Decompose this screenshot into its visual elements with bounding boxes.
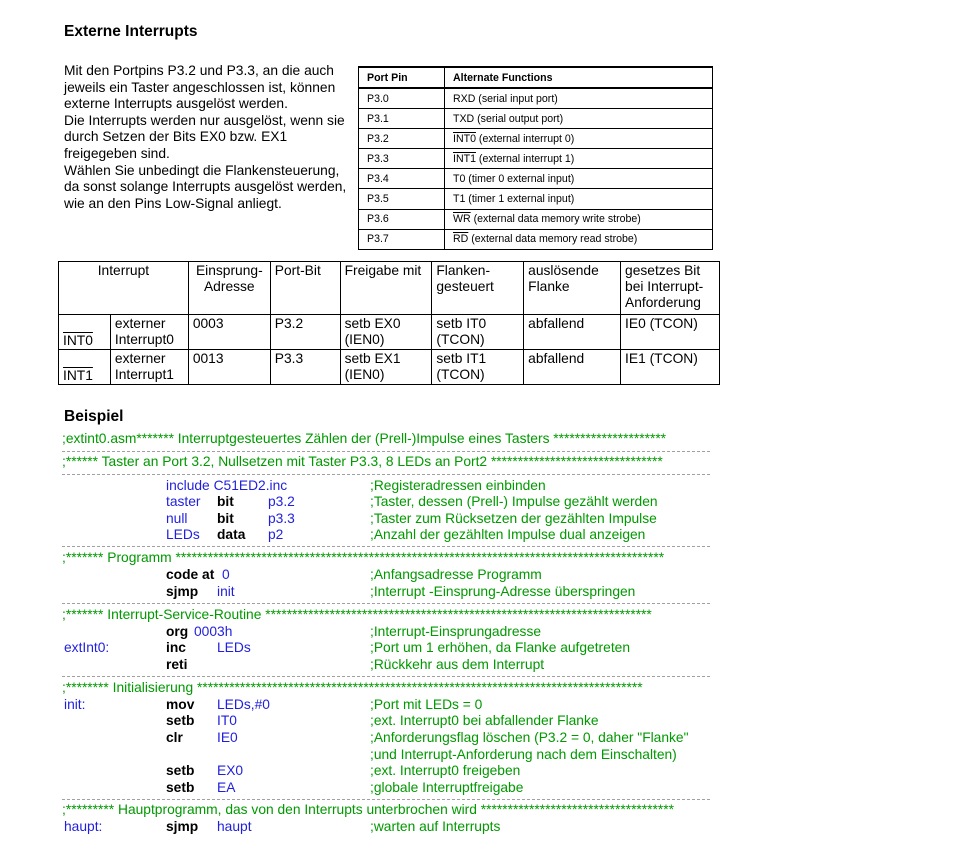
flag-cell: IE0 (TCON) [621, 315, 720, 350]
flank-cell: abfallend [524, 350, 621, 385]
code-keyword: reti [166, 657, 188, 672]
code-label: null [166, 511, 188, 526]
table-row [59, 350, 720, 385]
port-pin-table [358, 66, 713, 250]
intro-paragraph: Die Interrupts werden nur ausgelöst, wenn sie durch Setzen der Bits EX0 bzw. EX1 freigegeben sind. [64, 112, 345, 161]
divider [62, 451, 710, 452]
code-operand: 0003h [194, 624, 233, 639]
signal-name: INT0 [453, 132, 476, 145]
pin-cell: P3.2 [359, 129, 445, 149]
enable-cell: setb EX0 (IEN0) [340, 315, 432, 350]
section-heading-interrupts: Externe Interrupts [64, 23, 198, 40]
function-text: TXD (serial output port) [453, 112, 564, 125]
table-row [359, 189, 713, 209]
code-comment: ;Anfangsadresse Programm [370, 567, 542, 582]
interrupt-name-cell: externer Interrupt1 [110, 350, 188, 385]
code-keyword: code at [166, 567, 215, 582]
code-label: haupt: [64, 819, 103, 834]
interrupt-name-cell: externer Interrupt0 [110, 315, 188, 350]
code-comment: ;Port mit LEDs = 0 [370, 697, 483, 712]
code-keyword: sjmp [166, 584, 199, 599]
code-directive: include C51ED2.inc [166, 478, 288, 493]
port-bit-cell: P3.2 [270, 315, 340, 350]
code-comment: ;extint0.asm******* Interruptgesteuertes Zählen der (Prell-)Impulse eines Tasters ********************* [62, 431, 667, 446]
code-operand: LEDs,#0 [217, 697, 270, 712]
divider [62, 474, 710, 475]
function-cell [445, 209, 713, 229]
flank-cell: abfallend [524, 315, 621, 350]
code-operand: EX0 [217, 763, 244, 778]
flag-cell: IE1 (TCON) [621, 350, 720, 385]
table-row [359, 109, 713, 129]
code-comment: ;****** Taster an Port 3.2, Nullsetzen mit Taster P3.3, 8 LEDs an Port2 ******************************** [62, 454, 663, 469]
table-header: Einsprung-Adresse [188, 262, 270, 315]
code-label: extInt0: [64, 640, 110, 655]
code-operand: p3.2 [268, 494, 295, 509]
edge-cell: setb IT1 (TCON) [432, 350, 524, 385]
function-text: T0 (timer 0 external input) [453, 172, 575, 185]
table-row [359, 169, 713, 189]
function-text: (external interrupt 0) [475, 132, 575, 145]
code-operand: haupt [217, 819, 252, 834]
code-operand: LEDs [217, 640, 251, 655]
intro-text [64, 63, 354, 212]
function-cell [445, 129, 713, 149]
table-header: gesetzes Bit bei Interrupt-Anforderung [621, 262, 720, 315]
code-comment: ;warten auf Interrupts [370, 819, 501, 834]
pin-cell: P3.4 [359, 169, 445, 189]
section-heading-example: Beispiel [64, 408, 124, 425]
signal-cell: INT1 [59, 350, 111, 385]
code-label: init: [64, 697, 86, 712]
code-comment: ;Interrupt-Einsprungadresse [370, 624, 542, 639]
function-text: RXD (serial input port) [453, 92, 558, 105]
pin-cell: P3.0 [359, 88, 445, 109]
table-row [359, 209, 713, 229]
function-cell [445, 88, 713, 109]
function-cell [445, 229, 713, 249]
code-keyword: bit [217, 511, 234, 526]
signal-name: $\overline{RD}$ [453, 233, 469, 246]
code-keyword: setb [166, 713, 195, 728]
pin-cell: P3.6 [359, 209, 445, 229]
code-keyword: data [217, 527, 246, 542]
code-operand: IT0 [217, 713, 237, 728]
table-header: Interrupt [59, 262, 189, 315]
code-comment: ;******* Programm ******************************************************************************************* [62, 550, 665, 565]
table-header: Flanken-gesteuert [432, 262, 524, 315]
function-cell [445, 109, 713, 129]
code-comment: ;******* Interrupt-Service-Routine ************************************************************************ [62, 607, 652, 622]
function-text: (external data memory read strobe) [468, 233, 638, 246]
function-text: T1 (timer 1 external input) [453, 193, 575, 206]
code-keyword: clr [166, 730, 183, 745]
table-header: auslösende Flanke [524, 262, 621, 315]
pin-cell: P3.5 [359, 189, 445, 209]
table-row [59, 315, 720, 350]
code-comment: ;globale Interruptfreigabe [370, 780, 524, 795]
code-keyword: inc [166, 640, 186, 655]
code-comment: ;Taster zum Rücksetzen der gezählten Impulse [370, 511, 657, 526]
code-comment: ;ext. Interrupt0 bei abfallender Flanke [370, 713, 599, 728]
code-label: taster [166, 494, 201, 509]
code-keyword: sjmp [166, 819, 199, 834]
function-cell [445, 169, 713, 189]
pin-cell: P3.7 [359, 229, 445, 249]
code-keyword: bit [217, 494, 234, 509]
table-row [359, 229, 713, 249]
code-keyword: setb [166, 780, 195, 795]
code-comment: ;Anzahl der gezählten Impulse dual anzeigen [370, 527, 646, 542]
signal-cell: INT0 [59, 315, 111, 350]
table-header: Freigabe mit [340, 262, 432, 315]
port-bit-cell: P3.3 [270, 350, 340, 385]
divider [62, 799, 710, 800]
function-cell [445, 189, 713, 209]
table-row [359, 149, 713, 169]
table-header: Alternate Functions [445, 67, 713, 88]
code-keyword: setb [166, 763, 195, 778]
enable-cell: setb EX1 (IEN0) [340, 350, 432, 385]
edge-cell: setb IT0 (TCON) [432, 315, 524, 350]
code-comment: ;Interrupt -Einsprung-Adresse überspringen [370, 584, 636, 599]
code-comment: ;und Interrupt-Anforderung nach dem Einschalten) [370, 747, 677, 762]
code-keyword: org [166, 624, 189, 639]
code-comment: ;ext. Interrupt0 freigeben [370, 763, 521, 778]
code-operand: 0 [222, 567, 230, 582]
table-row [359, 88, 713, 109]
pin-cell: P3.1 [359, 109, 445, 129]
divider [62, 546, 710, 547]
table-row [359, 129, 713, 149]
divider [62, 603, 710, 604]
code-comment: ;Port um 1 erhöhen, da Flanke aufgetreten [370, 640, 631, 655]
code-label: LEDs [166, 527, 200, 542]
function-text: (external interrupt 1) [475, 152, 575, 165]
function-cell [445, 149, 713, 169]
code-operand: EA [217, 780, 236, 795]
code-operand: IE0 [217, 730, 238, 745]
divider [62, 676, 710, 677]
signal-name: $\overline{WR}$ [453, 213, 471, 226]
code-comment: ;Registeradressen einbinden [370, 478, 546, 493]
code-operand: p3.3 [268, 511, 295, 526]
intro-paragraph: Mit den Portpins P3.2 und P3.3, an die auch jeweils ein Taster angeschlossen ist, können externe Interrupts ausgelöst werden. [64, 63, 336, 112]
pin-cell: P3.3 [359, 149, 445, 169]
code-operand: p2 [268, 527, 284, 542]
code-comment: ;********* Hauptprogramm, das von den Interrupts unterbrochen wird ************************************ [62, 802, 675, 817]
intro-paragraph: Wählen Sie unbedingt die Flankensteuerung, da sonst solange Interrupts ausgelöst werden, wie an den Pins Low-Signal anliegt. [64, 162, 347, 211]
table-header: Port-Bit [270, 262, 340, 315]
signal-name: INT1 [453, 152, 476, 165]
code-comment: ;Anforderungsflag löschen (P3.2 = 0, daher "Flanke" [370, 730, 689, 745]
code-comment: ;Rückkehr aus dem Interrupt [370, 657, 545, 672]
address-cell: 0013 [188, 350, 270, 385]
code-operand: init [217, 584, 235, 599]
interrupt-table [58, 261, 720, 385]
function-text: (external data memory write strobe) [470, 213, 641, 226]
code-keyword: mov [166, 697, 195, 712]
code-comment: ;******** Initialisierung *********************************************************************************** [62, 680, 643, 695]
table-header: Port Pin [359, 67, 445, 88]
code-comment: ;Taster, dessen (Prell-) Impulse gezählt werden [370, 494, 658, 509]
address-cell: 0003 [188, 315, 270, 350]
